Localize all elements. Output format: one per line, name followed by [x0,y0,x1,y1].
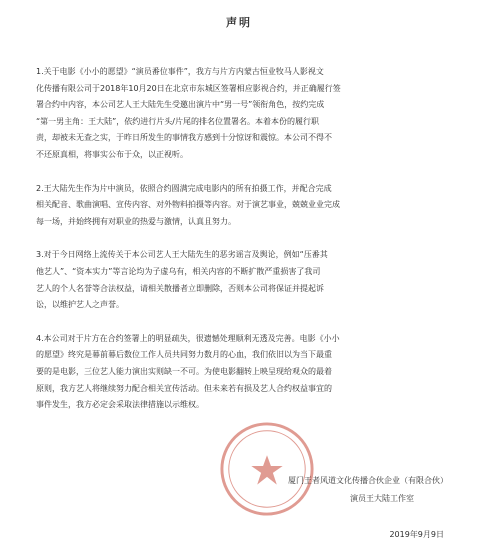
paragraph-4 [36,331,442,414]
paragraph-2 [36,181,442,231]
paragraph-line: 每一场，并始终拥有对职业的热爱与激情，认真且努力。 [36,216,236,226]
paragraph-line: 讼，以维护艺人之声誉。 [36,300,124,310]
paragraph-line: 不还原真相，将事实公布于众，以正视听。 [36,149,188,159]
paragraph-line: 相关配音、歌曲演唱、宣传内容、对外物料拍摄等内容。对于演艺事业，兢兢业业完成 [36,200,340,210]
statement-title: 声明 [226,16,252,29]
paragraph-line: 艺人的个人名誉等合法权益，请相关散播者立即删除，否则本公司将保证并提起诉 [36,283,324,293]
paragraph-line: 署合约中内容，本公司艺人王大陆先生受邀出演片中“男一号”领衔角色，按约完成 [36,100,325,110]
paragraph-line: 事件发生，我方必定会采取法律措施以示维权。 [36,400,204,410]
paragraph-1 [36,64,442,164]
signatory-company: 厦门王者风道文化传播合伙企业（有限合伙） [288,476,448,485]
signatory-studio: 演员王大陆工作室 [350,494,414,503]
paragraph-line: 的愿望》终究是幕前幕后数位工作人员共同努力数月的心血，我们依旧以为当下最重 [36,350,332,360]
paragraph-line: 4.本公司对于片方在合约签署上的明显疏失，很遗憾处理顺利无透及完善。电影《小小 [36,333,340,343]
paragraph-line: 1.关于电影《小小的愿望》“演员番位事件”，我方与片方内蒙古恒业牧马人影视文 [36,67,324,76]
paragraph-line: “第一男主角：王大陆”，依约进行片头/片尾的排名位置署名。本着本份的履行职 [36,116,319,126]
paragraph-3 [36,247,442,313]
paragraph-line: 责，却被未无查之实，于昨日所发生的事情我方感到十分惊讶和震惊。本公司不得不 [36,133,332,143]
paragraph-line: 化传播有限公司于2018年10月20日在北京市东城区签署相应影视合约，并正确履行签 [36,83,341,93]
paragraph-line: 3.对于今日网络上流传关于本公司艺人王大陆先生的恶劣谣言及舆论，例如“压番其 [36,250,328,260]
paragraph-line: 2.王大陆先生作为片中演员，依照合约圆满完成电影内的所有拍摄工作，并配合完成 [36,183,332,193]
paragraph-line: 他艺人”、“资本实力”等言论均为子虚乌有，相关内容的不断扩散严重损害了我司 [36,266,321,276]
paragraph-line: 要的是电影，三位艺人能力演出实则缺一不可。为使电影翻转上映呈现给观众的最着 [36,366,332,376]
statement-date: 2019年9月9日 [389,530,444,539]
signature-block [0,463,478,543]
paragraph-line: 原则，我方艺人将继续努力配合相关宣传活动。但未来若有损及艺人合约权益事宜的 [36,383,332,393]
